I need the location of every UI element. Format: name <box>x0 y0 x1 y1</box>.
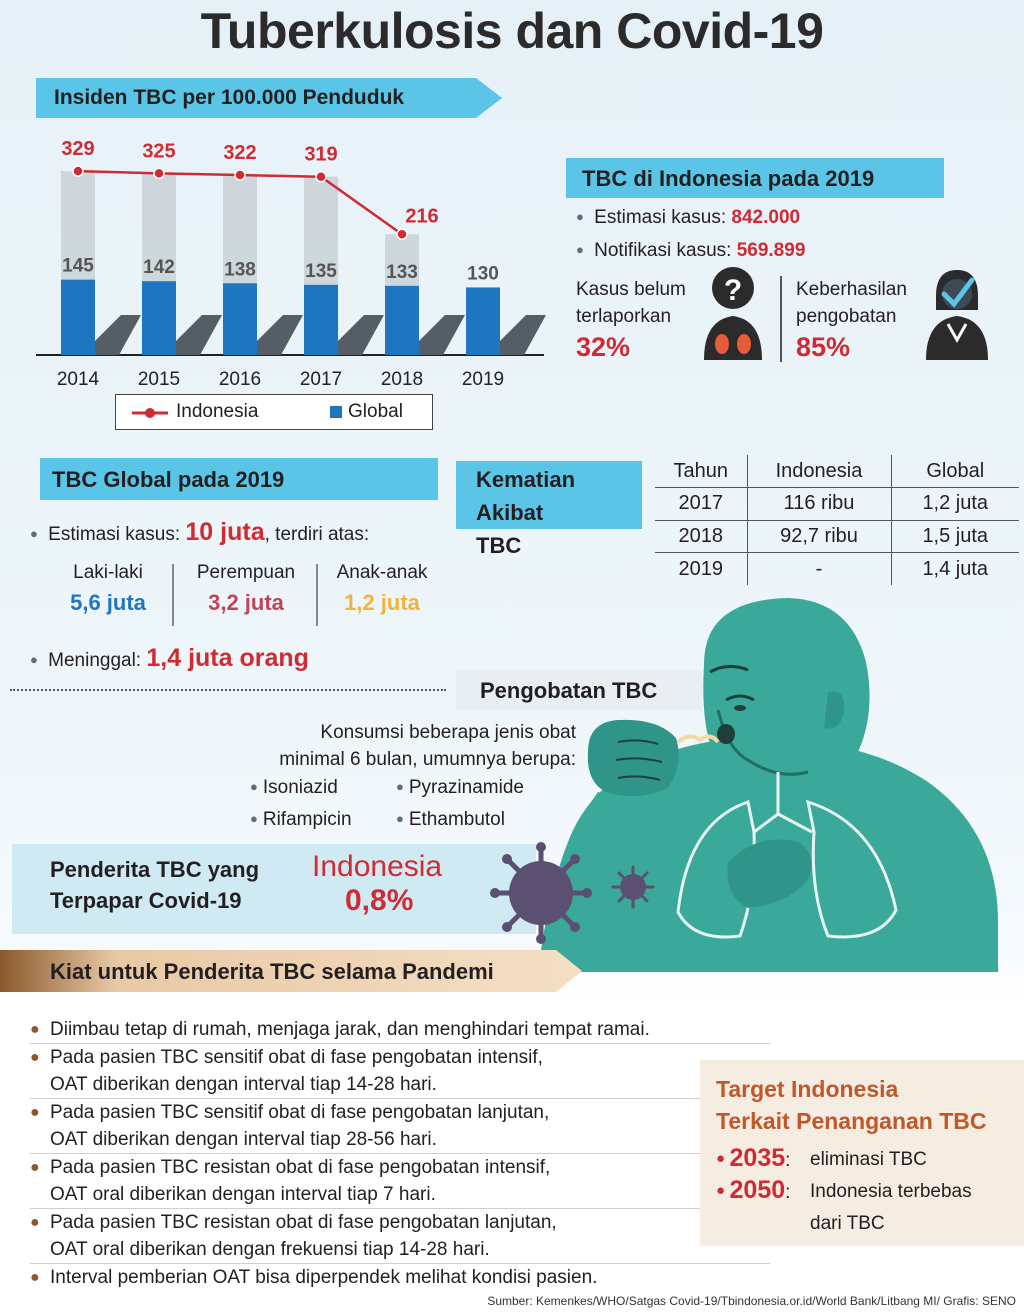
cell-year: 2017 <box>655 488 747 521</box>
tip-item <box>30 1153 770 1208</box>
target-colon: : <box>785 1182 791 1203</box>
covid-label <box>50 854 259 916</box>
tip-line: ● Pada pasien TBC sensitif obat di fase pengobatan lanjutan, <box>50 1102 550 1123</box>
tip-item <box>30 1016 770 1043</box>
notifikasi-label: Notifikasi kasus: <box>594 240 732 261</box>
cell-indonesia: - <box>747 553 891 586</box>
group-label: Perempuan <box>196 562 296 583</box>
meninggal <box>30 644 309 673</box>
treatment-desc-line: Konsumsi beberapa jenis obat <box>320 722 576 743</box>
global-value-label: 135 <box>305 260 337 282</box>
global-value-label: 130 <box>467 263 499 285</box>
estimasi-kasus-global <box>30 518 369 547</box>
table-header-row <box>655 455 1019 488</box>
covid-value: 0,8% <box>345 884 414 917</box>
global-estimasi-value: 10 juta <box>185 518 265 546</box>
cell-year: 2019 <box>655 553 747 586</box>
tip-line: OAT diberikan dengan interval tiap 28-56 hari. <box>50 1129 437 1150</box>
target-title-line: Terkait Penanganan TBC <box>716 1108 987 1134</box>
global-bar <box>304 285 338 355</box>
x-tick-label: 2017 <box>299 369 343 390</box>
cell-global: 1,4 juta <box>922 557 989 580</box>
legend-global-label: Global <box>348 401 403 422</box>
global-estimasi-label: Estimasi kasus: <box>48 524 181 545</box>
header-global: Global <box>891 455 1019 488</box>
x-tick-label: 2014 <box>56 369 100 390</box>
estimasi-kasus-indonesia <box>576 207 800 229</box>
virus-icon <box>486 838 596 948</box>
cell-year: 2018 <box>655 520 747 553</box>
incidence-banner <box>36 78 502 118</box>
unreported-label-2: terlaporkan <box>576 306 672 327</box>
target-colon: : <box>785 1150 791 1171</box>
unreported-value: 32% <box>576 332 631 362</box>
tips-list <box>30 1016 770 1291</box>
drug-item <box>250 809 352 831</box>
tip-line: ● Pada pasien TBC resistan obat di fase pengobatan intensif, <box>50 1157 551 1178</box>
global-banner <box>40 458 438 500</box>
bullet-icon: ● <box>716 1150 726 1167</box>
meninggal-label: Meninggal: <box>48 650 142 671</box>
deaths-table <box>655 455 1019 585</box>
legend-indonesia-label: Indonesia <box>176 401 259 422</box>
global-bar <box>466 287 500 355</box>
estimasi-value: 842.000 <box>731 207 801 228</box>
divider <box>780 276 782 362</box>
unreported-block <box>576 276 686 364</box>
treatment-banner-text: Pengobatan TBC <box>480 678 658 703</box>
global-value-label: 142 <box>143 257 175 279</box>
global-legend-icon <box>330 406 342 418</box>
svg-text:?: ? <box>723 274 743 307</box>
deaths-banner-line: Akibat <box>476 500 544 525</box>
incidence-banner-text: Insiden TBC per 100.000 Penduduk <box>54 86 405 109</box>
tips-banner-text: Kiat untuk Penderita TBC selama Pandemi <box>50 959 494 984</box>
notifikasi-kasus <box>576 240 805 262</box>
tip-line: ● Pada pasien TBC sensitif obat di fase pengobatan intensif, <box>50 1047 543 1068</box>
chart-legend <box>115 394 433 430</box>
tip-item <box>30 1208 770 1263</box>
indonesia-banner <box>566 158 944 198</box>
target-year: 2035 <box>729 1144 786 1172</box>
group-divider <box>172 564 174 626</box>
bar-shadow <box>95 315 141 355</box>
global-value-label: 138 <box>224 259 256 281</box>
bar-shadow <box>338 315 384 355</box>
page-title: Tuberkulosis dan Covid-19 <box>200 3 824 59</box>
deaths-banner-text <box>476 463 575 562</box>
group-value: 1,2 juta <box>344 590 420 615</box>
covid-country: Indonesia <box>312 850 443 883</box>
drug-item <box>396 809 505 831</box>
tip-line: ● Pada pasien TBC resistan obat di fase pengobatan lanjutan, <box>50 1212 557 1233</box>
target-item <box>716 1176 790 1205</box>
global-banner-text: TBC Global pada 2019 <box>52 467 285 492</box>
indonesia-value-label: 329 <box>61 138 95 161</box>
global-estimasi-suffix: , terdiri atas: <box>264 524 370 545</box>
group-value: 5,6 juta <box>70 590 146 615</box>
deaths-banner-line: Kematian <box>476 467 576 492</box>
header-indonesia: Indonesia <box>747 455 891 488</box>
table-row <box>655 520 1019 553</box>
cell-indonesia: 116 ribu <box>747 488 891 521</box>
indonesia-value-label: 325 <box>142 140 176 163</box>
bar-shadow <box>500 315 546 355</box>
success-block <box>796 276 907 364</box>
x-tick-label: 2016 <box>218 369 262 390</box>
indonesia-value-label: 216 <box>405 205 439 228</box>
global-bar <box>385 286 419 355</box>
success-label-2: pengobatan <box>796 306 897 327</box>
cell-indonesia: 92,7 ribu <box>747 520 891 553</box>
group-divider <box>316 564 318 626</box>
indonesia-point <box>235 170 245 180</box>
success-label-1: Keberhasilan <box>796 279 907 300</box>
bullet-icon: ● <box>716 1182 726 1199</box>
x-tick-label: 2018 <box>380 369 424 390</box>
deaths-banner-line: TBC <box>476 533 522 558</box>
source-text: Sumber: Kemenkes/WHO/Satgas Covid-19/Tbindonesia.or.id/World Bank/Litbang MI/ Grafis: SENO <box>487 1294 1016 1308</box>
tip-item <box>30 1263 770 1291</box>
tip-item <box>30 1098 770 1153</box>
treatment-banner <box>456 670 702 710</box>
indonesia-value-label: 319 <box>304 143 338 166</box>
success-value: 85% <box>796 332 851 362</box>
table-row <box>655 488 1019 521</box>
bar-shadow <box>176 315 222 355</box>
notifikasi-value: 569.899 <box>736 240 806 261</box>
header-year: Tahun <box>655 455 747 488</box>
global-value-label: 133 <box>386 261 418 283</box>
drug-item <box>250 777 338 799</box>
treatment-description <box>210 719 576 773</box>
doctor-check-icon <box>922 266 992 360</box>
global-bar <box>223 283 257 355</box>
tip-line: OAT diberikan dengan interval tiap 14-28 hari. <box>50 1074 437 1095</box>
indonesia-legend-icon <box>130 403 170 423</box>
indonesia-point <box>316 172 326 182</box>
target-text: dari TBC <box>810 1213 885 1234</box>
estimasi-label: Estimasi kasus: <box>594 207 727 228</box>
target-text: Indonesia terbebas <box>810 1181 972 1202</box>
covid-label-line: Penderita TBC yang <box>50 857 260 882</box>
target-text: eliminasi TBC <box>810 1149 927 1170</box>
indonesia-point <box>154 168 164 178</box>
drug-name: Rifampicin <box>262 809 352 830</box>
dotted-separator <box>10 689 446 691</box>
target-title <box>716 1073 987 1137</box>
covid-label-line: Terpapar Covid-19 <box>50 888 242 913</box>
target-year: 2050 <box>729 1176 786 1204</box>
x-tick-label: 2015 <box>137 369 181 390</box>
virus-small-icon <box>610 864 656 910</box>
lungs-question-icon <box>696 264 770 360</box>
tip-line: ● Interval pemberian OAT bisa diperpendek melihat kondisi pasien. <box>50 1267 598 1288</box>
table-row <box>655 553 1019 586</box>
group-label: Anak-anak <box>336 562 428 583</box>
indonesia-value-label: 322 <box>223 142 257 165</box>
drug-item <box>396 777 524 799</box>
cell-global: 1,2 juta <box>891 488 1019 521</box>
tip-line: OAT oral diberikan dengan frekuensi tiap 14-28 hari. <box>50 1239 490 1260</box>
treatment-desc-line: minimal 6 bulan, umumnya berupa: <box>279 749 576 770</box>
indonesia-point <box>397 229 407 239</box>
group-breakdown <box>48 562 448 632</box>
bar-shadow <box>419 315 465 355</box>
drug-name: Isoniazid <box>262 777 338 798</box>
target-item <box>716 1144 790 1173</box>
group-label: Laki-laki <box>73 562 143 583</box>
group-male <box>48 562 168 616</box>
group-value: 3,2 juta <box>208 590 284 615</box>
x-tick-label: 2019 <box>461 369 505 390</box>
global-bar <box>61 280 95 355</box>
indonesia-banner-text: TBC di Indonesia pada 2019 <box>582 166 875 191</box>
global-bar <box>142 281 176 355</box>
group-children <box>320 562 444 616</box>
tip-line: OAT oral diberikan dengan interval tiap 7 hari. <box>50 1184 436 1205</box>
group-female <box>178 562 314 616</box>
tip-item <box>30 1043 770 1098</box>
bar-shadow <box>257 315 303 355</box>
meninggal-value: 1,4 juta orang <box>146 644 309 672</box>
incidence-chart <box>30 125 550 395</box>
drug-name: Pyrazinamide <box>408 777 524 798</box>
unreported-label-1: Kasus belum <box>576 279 686 300</box>
drug-name: Ethambutol <box>408 809 505 830</box>
global-value-label: 145 <box>62 255 94 277</box>
target-title-line: Target Indonesia <box>716 1076 899 1102</box>
tip-line: ● Diimbau tetap di rumah, menjaga jarak, dan menghindari tempat ramai. <box>50 1019 650 1040</box>
indonesia-point <box>73 166 83 176</box>
cell-global: 1,5 juta <box>891 520 1019 553</box>
tips-banner <box>0 950 582 992</box>
